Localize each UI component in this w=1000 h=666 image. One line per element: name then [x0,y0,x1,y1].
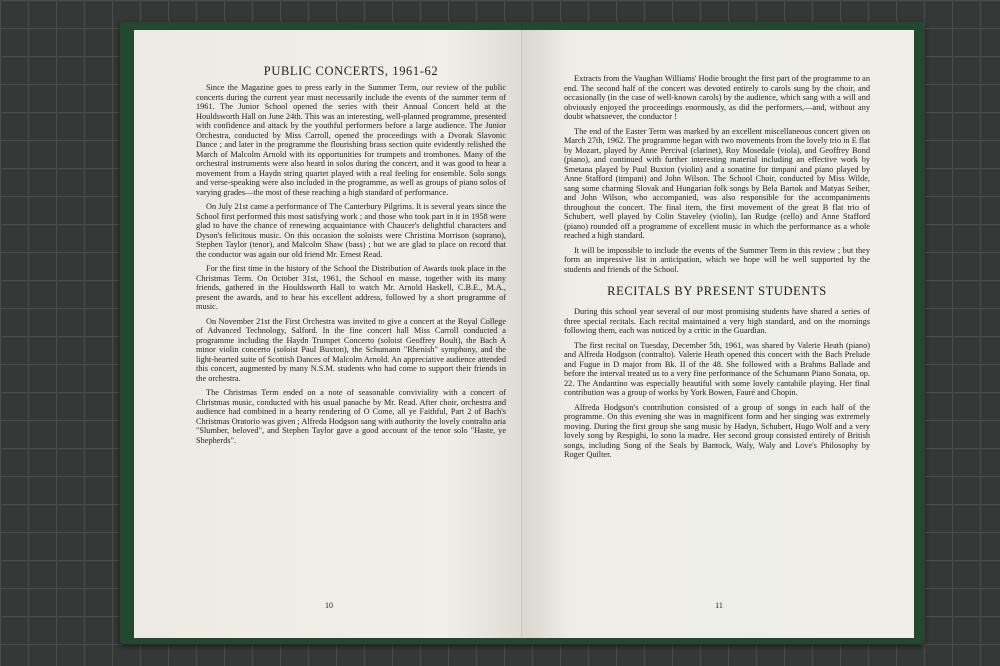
paragraph: On July 21st came a performance of The Canterbury Pilgrims. It is several years since the School first performed this most satisfying work ; and those who took part in it in 1958 were glad to have the chance of renewing acquaintance with Chaucer's delightful characters and Dyson's felicitous music. On this occasion the soloists were Christina Morrison (soprano), Stephen Taylor (tenor), and Malcolm Shaw (bass) ; but we are glad to place on record that the conductor was again our old friend Mr. Ernest Read. [196,202,506,259]
paragraph: Alfreda Hodgson's contribution consisted of a group of songs in each half of the programme. On this evening she was in magnificent form and her singing was extremely moving. During the first group she sang music by Hadyn, Schubert, Hugo Wolf and a very lovely song by Respighi, Io sono la madre. Her second group consisted entirely of British songs, including Song of the Seals by Bantock, Waly, Waly and Love's Philosophy by Roger Quilter. [564,402,870,459]
left-page [134,30,524,638]
paragraph: The end of the Easter Term was marked by an excellent miscellaneous concert given on March 27th, 1962. The programme began with two movements from the lovely trio in E flat by Mozart, played by Anne Percival (clarinet), Roy Mosedale (viola), and Geoffrey Bond (piano), and continued with further interesting material including an effective work by Smetana played by Paul Buxton (violin) and a sonatine for timpani and piano played by Anne Stafford (timpani) and John Wilson. The School Choir, conducted by Miss Wilde, sang some charming Slovak and Hungarian folk songs by Bela Bartok and Matyas Seiber, and John Wilson, who accompanied, was also responsible for the accompaniments throughout the concert. The final item, the first movement of the great B flat trio of Schubert, well played by Colin Staveley (violin), Ian Rudge (cello) and Anne Stafford (piano) rounded off a programme of excellent music in which the performance as a whole reached a high standard. [564,126,870,240]
right-page [524,30,914,638]
page-number: 11 [715,601,723,610]
page-number: 10 [325,601,333,610]
paragraph: During this school year several of our most promising students have shared a series of three special recitals. Each recital maintained a very high standard, and on the mornings following them, each was noticed by a critic in the Guardian. [564,307,870,335]
paragraph: The first recital on Tuesday, December 5th, 1961, was shared by Valerie Heath (piano) and Alfreda Hodgson (contralto). Valerie Heath opened this concert with the Bach Prelude and Fugue in D major from Bk. II of the 48. She followed with a Brahms Ballade and before the interval treated us to a very fine performance of the Schumann Piano Sonata, op. 22. The Andantino was especially beautiful with some lovely cantabile playing. Her final contribution was a group of works by York Bowen, Fauré and Chopin. [564,340,870,397]
paragraph: Since the Magazine goes to press early in the Summer Term, our review of the public concerts during the current year must necessarily include the events of the summer term of 1961. The Junior School opened the series with their Annual Concert held at the Houldsworth Hall on June 24th. This was an interesting, well-planned programme, presented with confidence and attack by the youthful performers before a large audience. The Junior Orchestra, conducted by Miss Carroll, opened the proceedings with a Dvorak Slavonic Dance ; and later in the programme the flourishing brass section quite evidently relished the March of Malcolm Arnold with its opportunities for trumpets and trombones. Many of the orchestral instruments were also heard in solos during the concert, and it was good to hear a movement from a Haydn string quartet played with a real feeling for ensemble. Solo songs and verse-speaking were also included in the programme, as well as groups of piano solos of varying grades—the most of these reaching a high standard of performance. [196,83,506,197]
paragraph: On November 21st the First Orchestra was invited to give a concert at the Royal College of Advanced Technology, Salford. In the fine concert hall Miss Carroll conducted a programme including the Haydn Trumpet Concerto (soloist Geoffrey Boult), the Bach A minor violin concerto (soloist Paul Buxton), the Schumann "Rhenish" symphony, and the light-hearted suite of Scottish Dances of Malcolm Arnold. An appreciative audience attended this concert, augmented by many N.S.M. students who had come to support their friends in the orchestra. [196,316,506,383]
page-heading-recitals: RECITALS BY PRESENT STUDENTS [607,284,827,298]
paragraph: It will be impossible to include the events of the Summer Term in this review ; but they form an impressive list in anticipation, which we hope will be well supported by the students and friends of the School. [564,245,870,274]
paragraph: The Christmas Term ended on a note of seasonable conviviality with a concert of Christmas music, conducted with his usual panache by Mr. Read. After choir, orchestra and audience had combined in a hearty rendering of O Come, all ye Faithful, Part 2 of Bach's Christmas Oratorio was given ; Alfreda Hodgson sang with authority the lovely contralto aria "Slumber, beloved", and Stephen Taylor gave a good account of the tenor solo "Haste, ye Shepherds". [196,388,506,445]
paragraph: Extracts from the Vaughan Williams' Hodie brought the first part of the programme to an end. The second half of the concert was devoted entirely to carols sung by the choir, and occasionally (in the case of well-known carols) by the audience, which sang with a will and obviously enjoyed the proceedings enormously, as did the performers,—and, without any doubt whatsoever, the conductor ! [564,74,870,121]
page-heading-public-concerts: PUBLIC CONCERTS, 1961-62 [263,64,439,78]
paragraph: For the first time in the history of the School the Distribution of Awards took place in the Christmas Term. On October 31st, 1961, the School en masse, together with its many friends, gathered in the Houldsworth Hall to watch Mr. Arnold Haskell, C.B.E., M.A., present the awards, and to hear his excellent address, followed by a short programme of music. [196,264,506,311]
